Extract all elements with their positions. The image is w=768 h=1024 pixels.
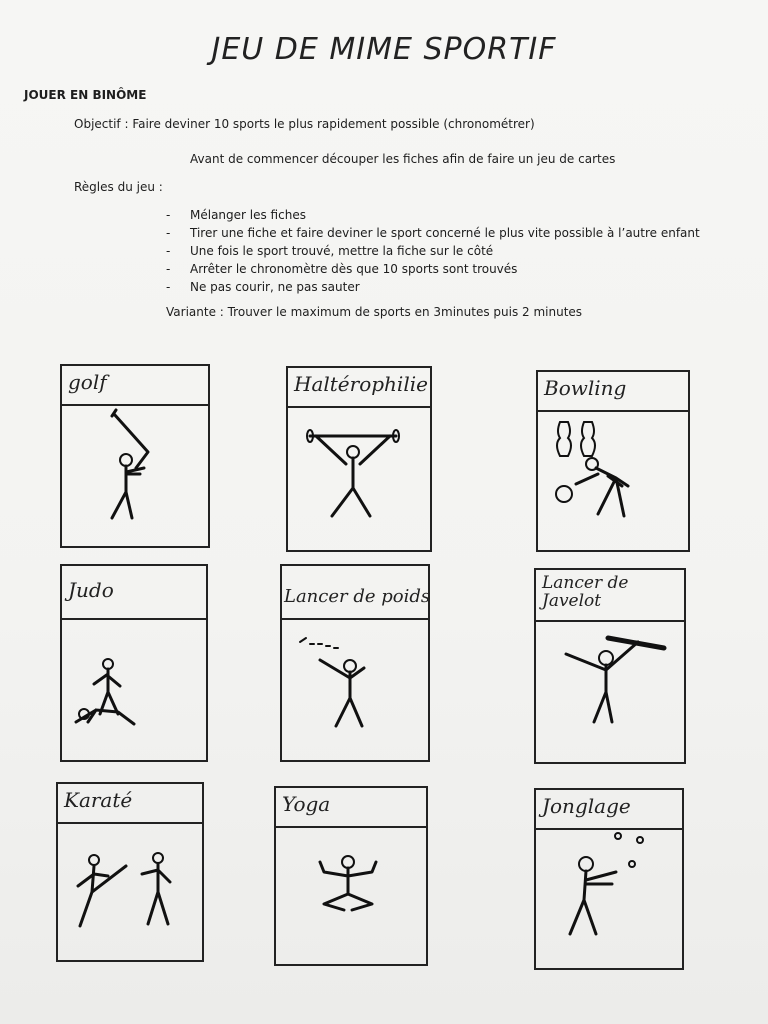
judo-icon: [60, 564, 208, 762]
golfer-icon: [60, 364, 210, 548]
rule-item: - Ne pas courir, ne pas sauter: [166, 280, 360, 294]
preparation-text: Avant de commencer découper les fiches afin de faire un jeu de cartes: [190, 152, 616, 166]
card-lancer-de-javelot: [534, 568, 686, 764]
karate-icon: [56, 782, 204, 962]
bowler-icon: [536, 370, 690, 552]
card-judo: [60, 564, 208, 762]
juggling-icon: [534, 788, 684, 970]
card-label: golf: [68, 370, 107, 394]
card-label: Jonglage: [542, 794, 631, 818]
card-halterophilie: [286, 366, 432, 552]
rules-list: [166, 206, 700, 296]
shot-put-icon: [280, 564, 430, 762]
card-karate: [56, 782, 204, 962]
variant-text: Variante : Trouver le maximum de sports en 3minutes puis 2 minutes: [166, 305, 583, 319]
card-golf: [60, 364, 210, 548]
card-label: Lancer de poids: [284, 586, 431, 607]
card-yoga: [274, 786, 428, 966]
rule-item: - Une fois le sport trouvé, mettre la fiche sur le côté: [166, 244, 494, 258]
page-title: JEU DE MIME SPORTIF: [211, 32, 557, 67]
card-bowling: [536, 370, 690, 552]
card-lancer-de-poids: [280, 564, 430, 762]
rules-label: Règles du jeu :: [74, 180, 163, 194]
card-label: Bowling: [544, 376, 627, 400]
card-label: Yoga: [282, 792, 331, 816]
objective-text: Objectif : Faire deviner 10 sports le plus rapidement possible (chronométrer): [74, 117, 535, 131]
rule-item: - Mélanger les fiches: [166, 208, 306, 222]
section-heading: JOUER EN BINÔME: [24, 88, 147, 102]
card-jonglage: [534, 788, 684, 970]
card-label: Karaté: [64, 788, 133, 812]
card-label: Haltérophilie: [294, 372, 428, 396]
card-label: Lancer de Javelot: [542, 573, 629, 611]
rule-item: - Arrêter le chronomètre dès que 10 sports sont trouvés: [166, 262, 518, 276]
weightlifter-icon: [286, 366, 432, 552]
javelin-icon: [534, 568, 686, 764]
rule-item: - Tirer une fiche et faire deviner le sport concerné le plus vite possible à l’autre enfant: [166, 226, 700, 240]
yoga-icon: [274, 786, 428, 966]
card-label: Judo: [68, 578, 114, 602]
